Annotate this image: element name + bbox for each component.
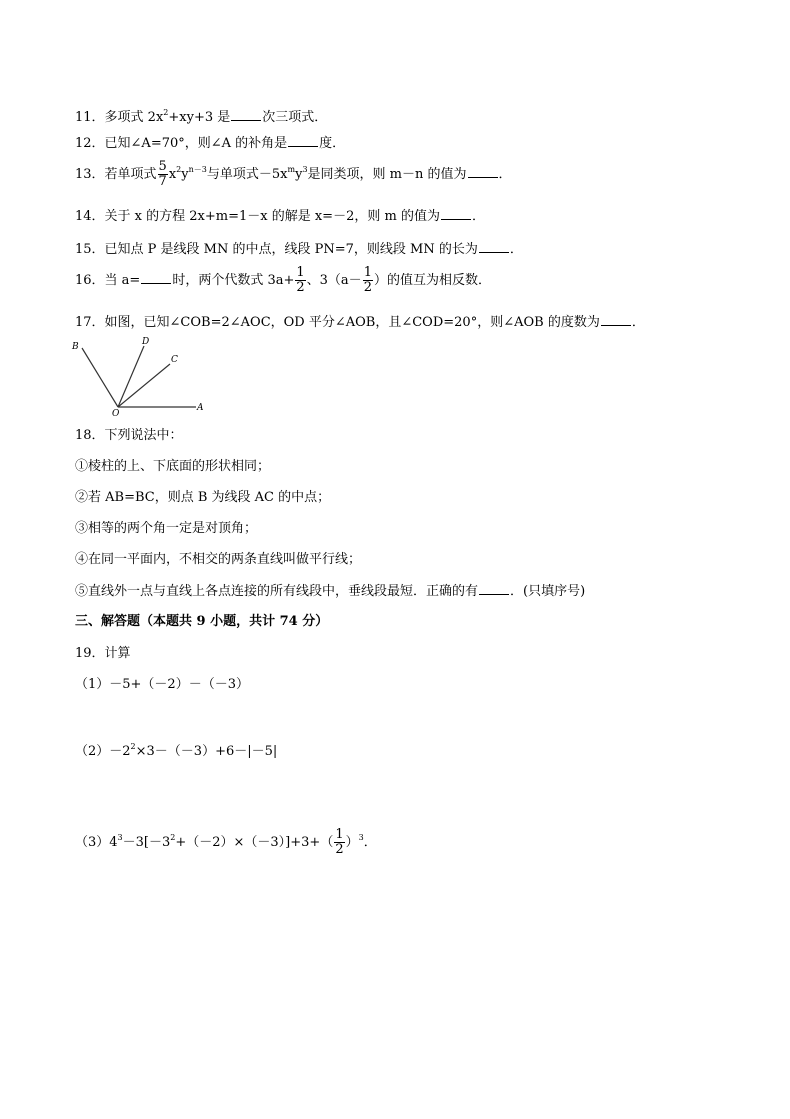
- q19-part-1: （1）－5+（－2）－（－3）: [75, 677, 249, 692]
- fraction: $\frac{5}{7}$: [158, 159, 167, 189]
- answer-blank[interactable]: [479, 582, 509, 595]
- q18-item-2: ②若 AB=BC，则点 B 为线段 AC 的中点；: [75, 490, 331, 505]
- question-13: 13．若单项式 $\frac{5}{7}$ $x^2y^{n-3}$与单项式$-5x^my^3$是同类项，则 m－n 的值为 ．: [75, 159, 512, 189]
- question-17: 17．如图，已知∠COB=2∠AOC，OD 平分∠AOB，且∠COD=20°，则∠AOB 的度数为 ．: [75, 315, 645, 330]
- answer-blank[interactable]: [468, 165, 498, 178]
- ray-oc: [118, 364, 170, 407]
- question-12: 12．已知∠A=70°，则∠A 的补角是 度．: [75, 136, 346, 151]
- answer-blank[interactable]: [231, 108, 261, 121]
- question-15: 15．已知点 P 是线段 MN 的中点，线段 PN=7，则线段 MN 的长为 ．: [75, 242, 523, 257]
- q18-item-3: ③相等的两个角一定是对顶角；: [75, 521, 258, 536]
- label-d: D: [142, 337, 150, 347]
- fraction: $\frac{1}{2}$: [335, 827, 344, 857]
- q19-part-3: $(3)4^3-3[-3^2+(-2)\times(-3)]+3+$（ $\frac{1}{2}$ ）$^3$．: [75, 827, 377, 857]
- question-16: 16．当 a= 时，两个代数式 3a+ $\frac{1}{2}$ 、3（a－ $\frac{1}{2}$ ）的值互为相反数．: [75, 265, 491, 295]
- question-14: 14．关于 x 的方程 2x+m=1－x 的解是 x=－2，则 m 的值为 ．: [75, 209, 485, 224]
- answer-blank[interactable]: [441, 207, 471, 220]
- q18-item-1: ①棱柱的上、下底面的形状相同；: [75, 459, 271, 474]
- ray-od: [118, 346, 144, 407]
- q18-item-5: ⑤直线外一点与直线上各点连接的所有线段中，垂线段最短．正确的有 ．(只填序号): [75, 584, 586, 599]
- question-11: 11．多项式 $2x^2+xy+3$ 是 次三项式．: [75, 108, 328, 125]
- label-o: O: [112, 409, 120, 418]
- answer-blank[interactable]: [479, 240, 509, 253]
- fraction: $\frac{1}{2}$: [363, 265, 372, 295]
- answer-blank[interactable]: [601, 313, 631, 326]
- answer-blank[interactable]: [141, 271, 171, 284]
- fraction: $\frac{1}{2}$: [296, 265, 305, 295]
- question-18-title: 18．下列说法中：: [75, 428, 183, 443]
- question-19-title: 19．计算: [75, 646, 131, 661]
- label-b: B: [72, 342, 79, 352]
- q18-item-4: ④在同一平面内，不相交的两条直线叫做平行线；: [75, 552, 362, 567]
- answer-blank[interactable]: [288, 134, 318, 147]
- q19-part-2: $(2)-2^2\times 3-(-3)+6-|-5|$: [75, 742, 278, 759]
- ray-ob: [82, 348, 118, 407]
- label-c: C: [171, 355, 178, 365]
- section-title: 三、解答题（本题共 9 小题，共计 74 分）: [75, 614, 329, 629]
- angle-figure: [70, 336, 210, 418]
- label-a: A: [197, 403, 204, 413]
